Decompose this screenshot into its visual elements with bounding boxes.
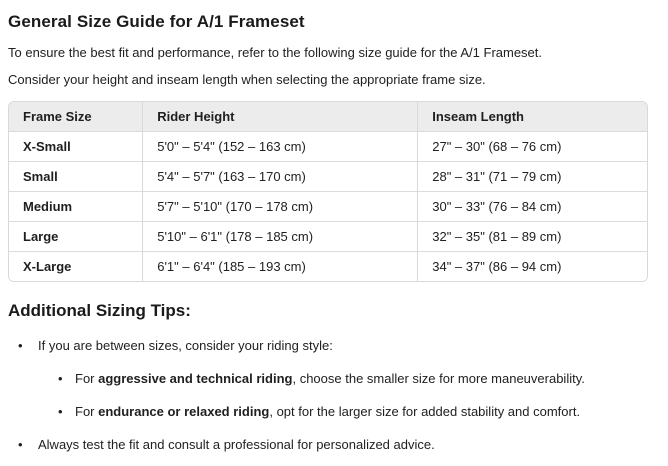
tip-text-rest: , choose the smaller size for more maneuverability. bbox=[292, 371, 585, 386]
intro-paragraph-1: To ensure the best fit and performance, refer to the following size guide for the A/1 Frameset. bbox=[8, 45, 543, 60]
inseam-length-cell: 34" – 37" (86 – 94 cm) bbox=[418, 252, 647, 282]
column-header-rider-height: Rider Height bbox=[143, 102, 418, 132]
size-guide-table-container bbox=[8, 101, 648, 282]
column-header-inseam-length: Inseam Length bbox=[418, 102, 647, 132]
tip-text-prefix: For bbox=[75, 371, 99, 386]
rider-height-cell: 5'10" – 6'1" (178 – 185 cm) bbox=[143, 222, 418, 252]
table-row bbox=[9, 252, 647, 282]
frame-size-cell: Large bbox=[9, 222, 143, 252]
page-title: General Size Guide for A/1 Frameset bbox=[8, 12, 305, 31]
tip-text: Always test the fit and consult a professional for personalized advice. bbox=[38, 437, 435, 452]
table-row bbox=[9, 222, 647, 252]
frame-size-cell: Small bbox=[9, 162, 143, 192]
tip-between-sizes bbox=[8, 337, 660, 354]
tips-list bbox=[8, 337, 660, 453]
tip-text-bold: endurance or relaxed riding bbox=[98, 404, 270, 419]
table-row bbox=[9, 162, 647, 192]
frame-size-cell: X-Small bbox=[9, 132, 143, 162]
table-row bbox=[9, 192, 647, 222]
rider-height-cell: 6'1" – 6'4" (185 – 193 cm) bbox=[143, 252, 418, 282]
column-header-frame-size: Frame Size bbox=[9, 102, 143, 132]
intro-paragraph-2: Consider your height and inseam length when selecting the appropriate frame size. bbox=[8, 72, 486, 87]
size-guide-table bbox=[9, 102, 647, 281]
table-row bbox=[9, 132, 647, 162]
tip-text-bold: aggressive and technical riding bbox=[98, 371, 293, 386]
inseam-length-cell: 28" – 31" (71 – 79 cm) bbox=[418, 162, 647, 192]
tips-heading: Additional Sizing Tips: bbox=[8, 301, 191, 320]
tip-endurance-riding bbox=[8, 403, 660, 420]
tip-text: If you are between sizes, consider your riding style: bbox=[38, 338, 333, 353]
rider-height-cell: 5'0" – 5'4" (152 – 163 cm) bbox=[143, 132, 418, 162]
frame-size-cell: Medium bbox=[9, 192, 143, 222]
inseam-length-cell: 30" – 33" (76 – 84 cm) bbox=[418, 192, 647, 222]
inseam-length-cell: 27" – 30" (68 – 76 cm) bbox=[418, 132, 647, 162]
rider-height-cell: 5'7" – 5'10" (170 – 178 cm) bbox=[143, 192, 418, 222]
tip-always-test bbox=[8, 436, 660, 453]
tip-aggressive-riding bbox=[8, 370, 660, 387]
table-header-row bbox=[9, 102, 647, 132]
rider-height-cell: 5'4" – 5'7" (163 – 170 cm) bbox=[143, 162, 418, 192]
tip-text-rest: , opt for the larger size for added stability and comfort. bbox=[269, 404, 581, 419]
inseam-length-cell: 32" – 35" (81 – 89 cm) bbox=[418, 222, 647, 252]
tip-text-prefix: For bbox=[75, 404, 99, 419]
frame-size-cell: X-Large bbox=[9, 252, 143, 282]
